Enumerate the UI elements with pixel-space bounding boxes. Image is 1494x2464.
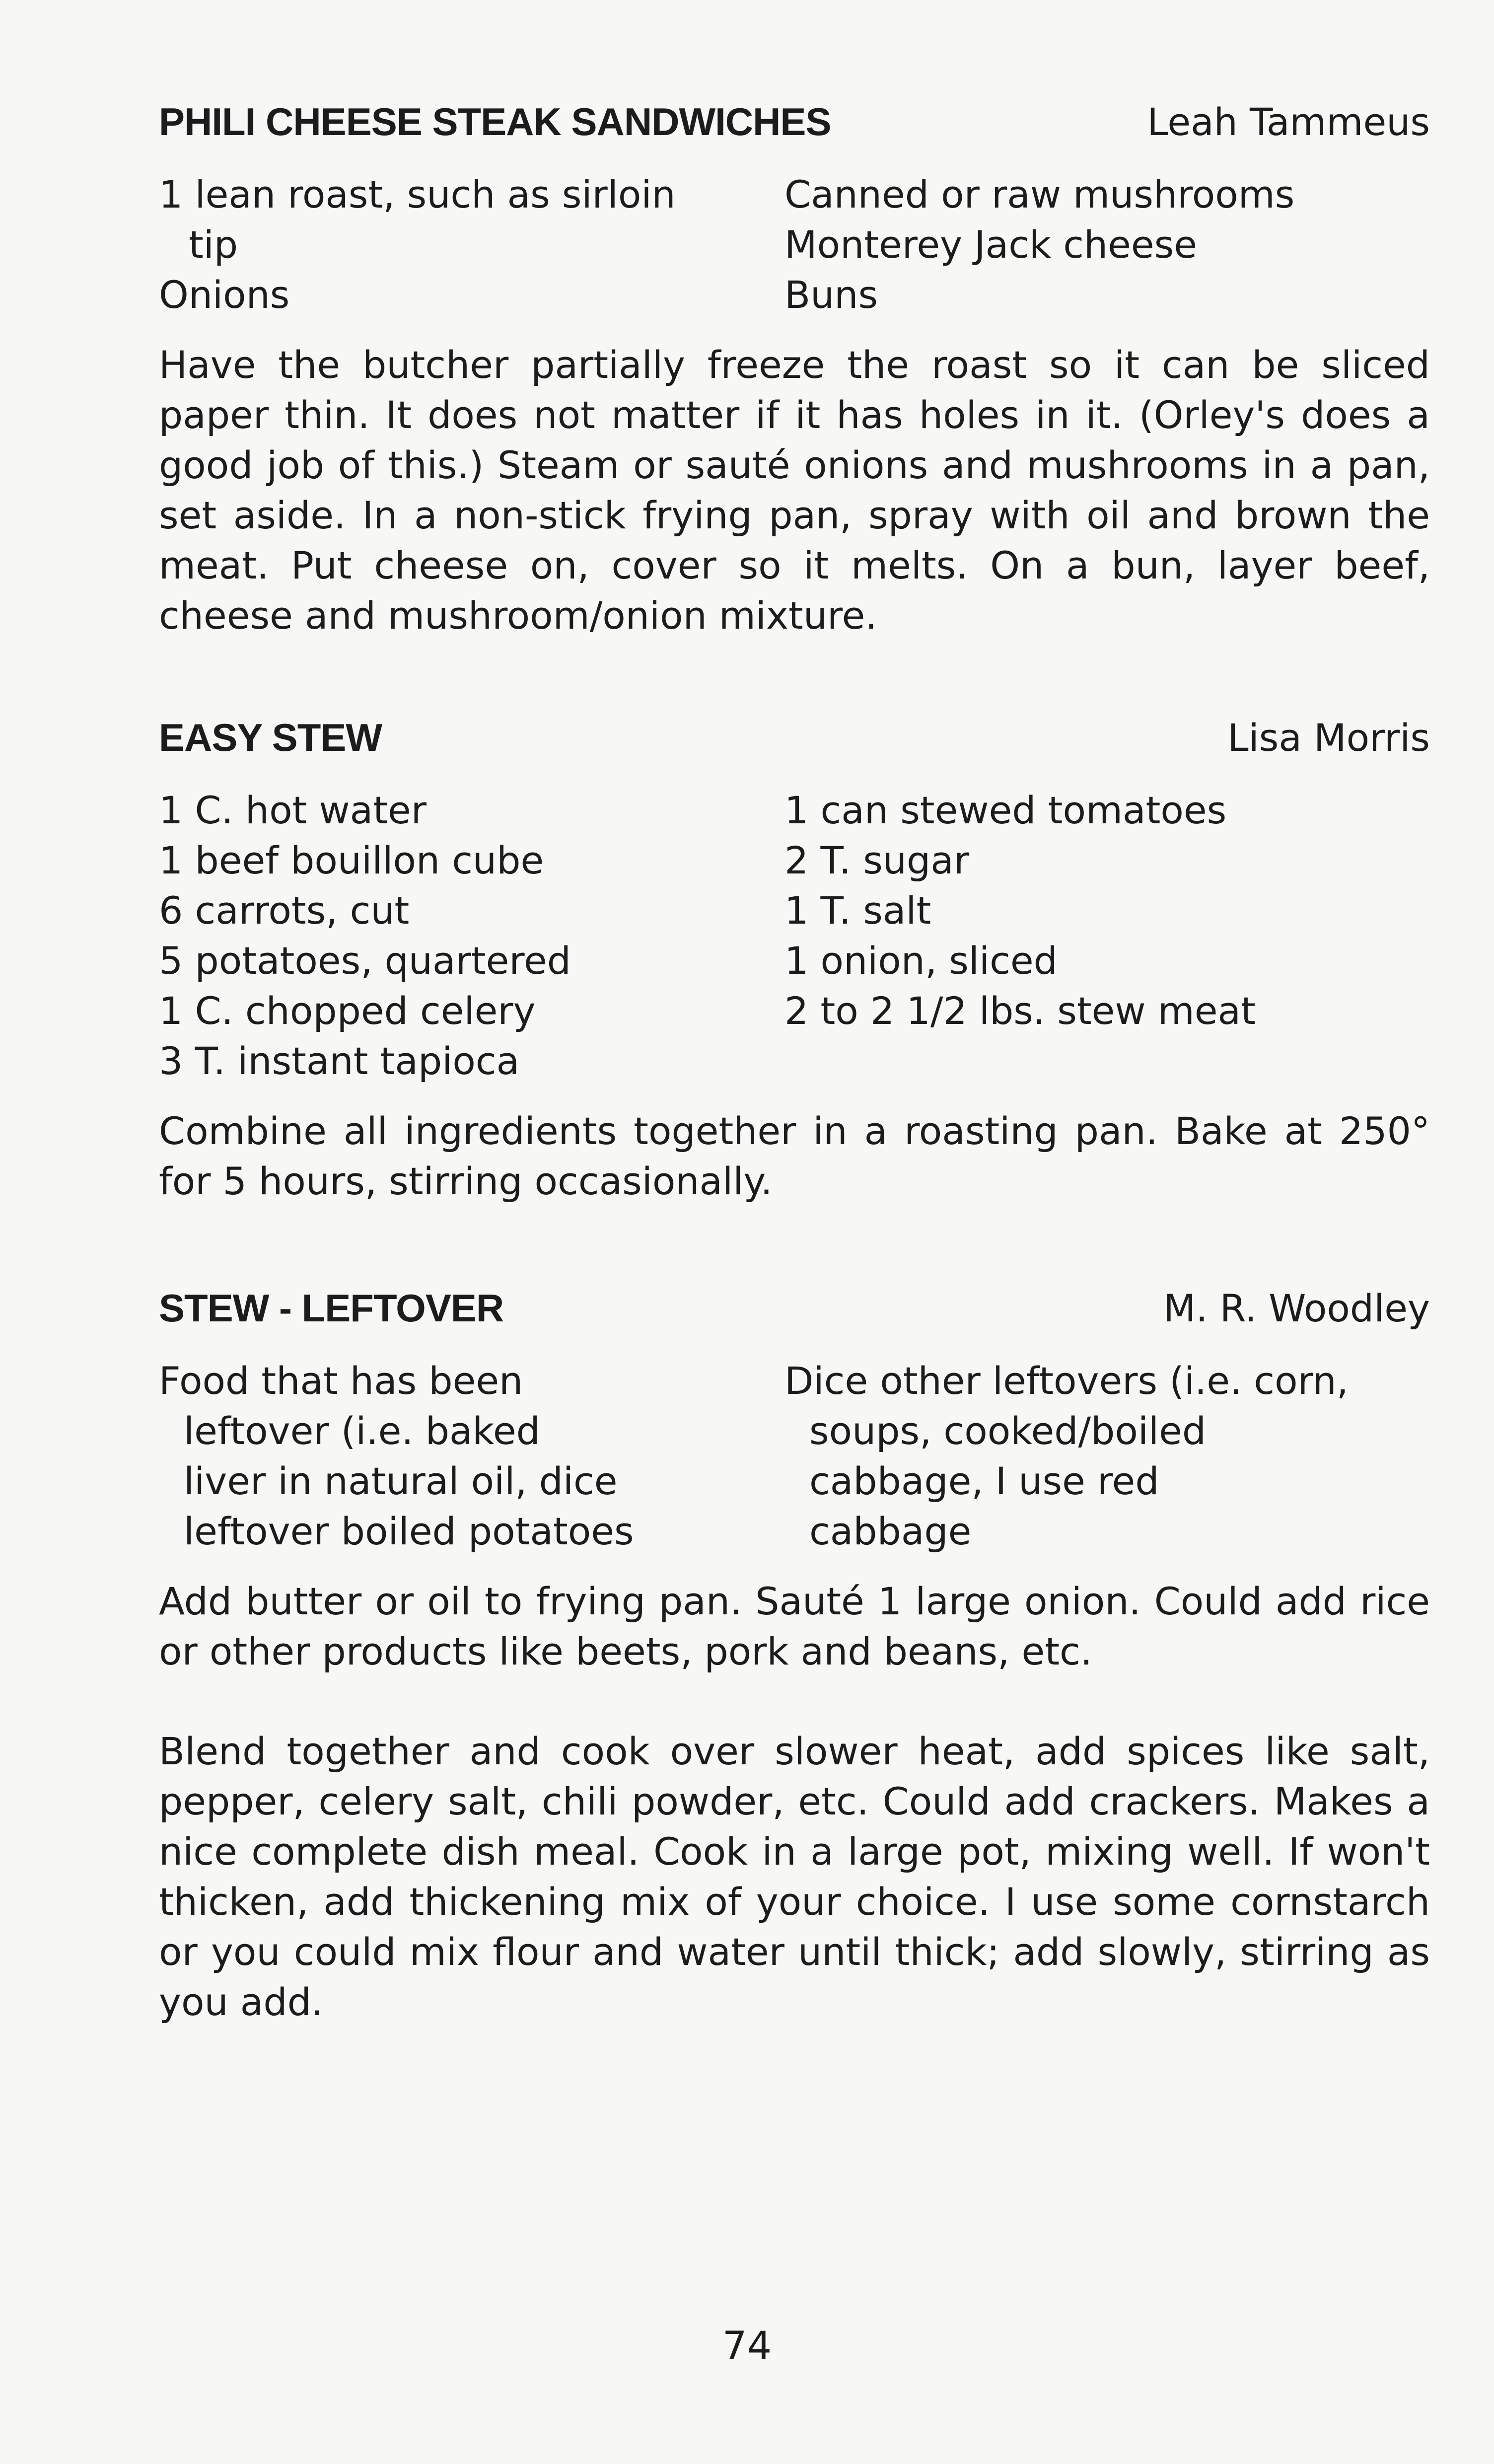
ingredient-item: Onions bbox=[159, 273, 290, 317]
ingredient-item: liver in natural oil, dice bbox=[184, 1459, 618, 1503]
ingredient-item: 2 T. sugar bbox=[784, 838, 970, 882]
ingredient-item: 1 lean roast, such as sirloin bbox=[159, 172, 676, 217]
page-number: 74 bbox=[722, 2324, 772, 2369]
recipe-directions: Add butter or oil to frying pan. Sauté 1 large onion. Could add rice or other products like beets, pork and beans, etc. bbox=[159, 1579, 1430, 1673]
ingredient-item: cabbage, I use red bbox=[809, 1459, 1159, 1503]
ingredients-list bbox=[159, 785, 1430, 1086]
ingredients-list bbox=[159, 169, 1430, 320]
ingredient-item: 1 beef bouillon cube bbox=[159, 838, 544, 882]
ingredient-item: 1 onion, sliced bbox=[784, 939, 1058, 983]
recipe-title: EASY STEW bbox=[159, 716, 382, 759]
ingredient-item: 1 C. chopped celery bbox=[159, 989, 536, 1033]
ingredients-right-column bbox=[784, 169, 1430, 320]
ingredients-left-column bbox=[159, 785, 784, 1086]
recipe-header bbox=[159, 715, 1430, 760]
ingredient-item: soups, cooked/boiled bbox=[809, 1409, 1207, 1453]
ingredient-item: 1 T. salt bbox=[784, 888, 931, 933]
ingredients-list bbox=[159, 1356, 1430, 1556]
ingredient-item: Dice other leftovers (i.e. corn, bbox=[784, 1359, 1349, 1403]
recipe-easy-stew bbox=[159, 715, 1430, 1206]
paragraph-spacer bbox=[159, 1676, 1430, 1726]
recipe-title: PHILI CHEESE STEAK SANDWICHES bbox=[159, 100, 831, 144]
ingredient-item: Monterey Jack cheese bbox=[784, 222, 1198, 267]
ingredients-right-column bbox=[784, 1356, 1430, 1556]
recipe-author: M. R. Woodley bbox=[1163, 1286, 1430, 1330]
recipe-author: Leah Tammeus bbox=[1147, 100, 1430, 144]
recipe-stew-leftover bbox=[159, 1286, 1430, 2027]
recipe-author: Lisa Morris bbox=[1227, 716, 1430, 760]
ingredients-left-column bbox=[159, 1356, 784, 1556]
recipe-header bbox=[159, 99, 1430, 145]
ingredient-item: Buns bbox=[784, 273, 878, 317]
ingredient-item: 3 T. instant tapioca bbox=[159, 1039, 520, 1083]
ingredient-item: leftover boiled potatoes bbox=[184, 1509, 634, 1553]
ingredient-item: leftover (i.e. baked bbox=[184, 1409, 540, 1453]
recipe-title: STEW - LEFTOVER bbox=[159, 1286, 504, 1330]
ingredient-item: 1 C. hot water bbox=[159, 788, 427, 832]
recipe-directions: Have the butcher partially freeze the roast so it can be sliced paper thin. It does not matter if it has holes in it. (Orley's does a good job of this.) Steam or sauté onions and mushrooms in a pan, set aside. In a non-stick frying pan, spray with oil and brown the meat. Put cheese on, cover so it melts. On a bun, layer beef, cheese and mushroom/onion mixture. bbox=[159, 343, 1430, 638]
recipe-header bbox=[159, 1286, 1430, 1331]
ingredient-item: Canned or raw mushrooms bbox=[784, 172, 1295, 217]
ingredient-item: tip bbox=[189, 222, 238, 267]
recipe-directions: Blend together and cook over slower heat, add spices like salt, pepper, celery salt, chili powder, etc. Could add crackers. Makes a nice complete dish meal. Cook in a large pot, mixing well. If won't thicken, add thickening mix of your choice. I use some cornstarch or you could mix flour and water until thick; add slowly, stirring as you add. bbox=[159, 1729, 1430, 2024]
ingredients-right-column bbox=[784, 785, 1430, 1086]
ingredient-item: 2 to 2 1/2 lbs. stew meat bbox=[784, 989, 1256, 1033]
ingredient-item: cabbage bbox=[809, 1509, 972, 1553]
ingredient-item: 1 can stewed tomatoes bbox=[784, 788, 1227, 832]
recipe-directions: Combine all ingredients together in a roasting pan. Bake at 250° for 5 hours, stirring occasionally. bbox=[159, 1109, 1430, 1203]
recipe-phili-cheese-steak bbox=[159, 99, 1430, 641]
ingredient-item: Food that has been bbox=[159, 1359, 523, 1403]
ingredient-item: 5 potatoes, quartered bbox=[159, 939, 571, 983]
ingredient-item: 6 carrots, cut bbox=[159, 888, 410, 933]
cookbook-page bbox=[159, 99, 1430, 2027]
ingredients-left-column bbox=[159, 169, 784, 320]
